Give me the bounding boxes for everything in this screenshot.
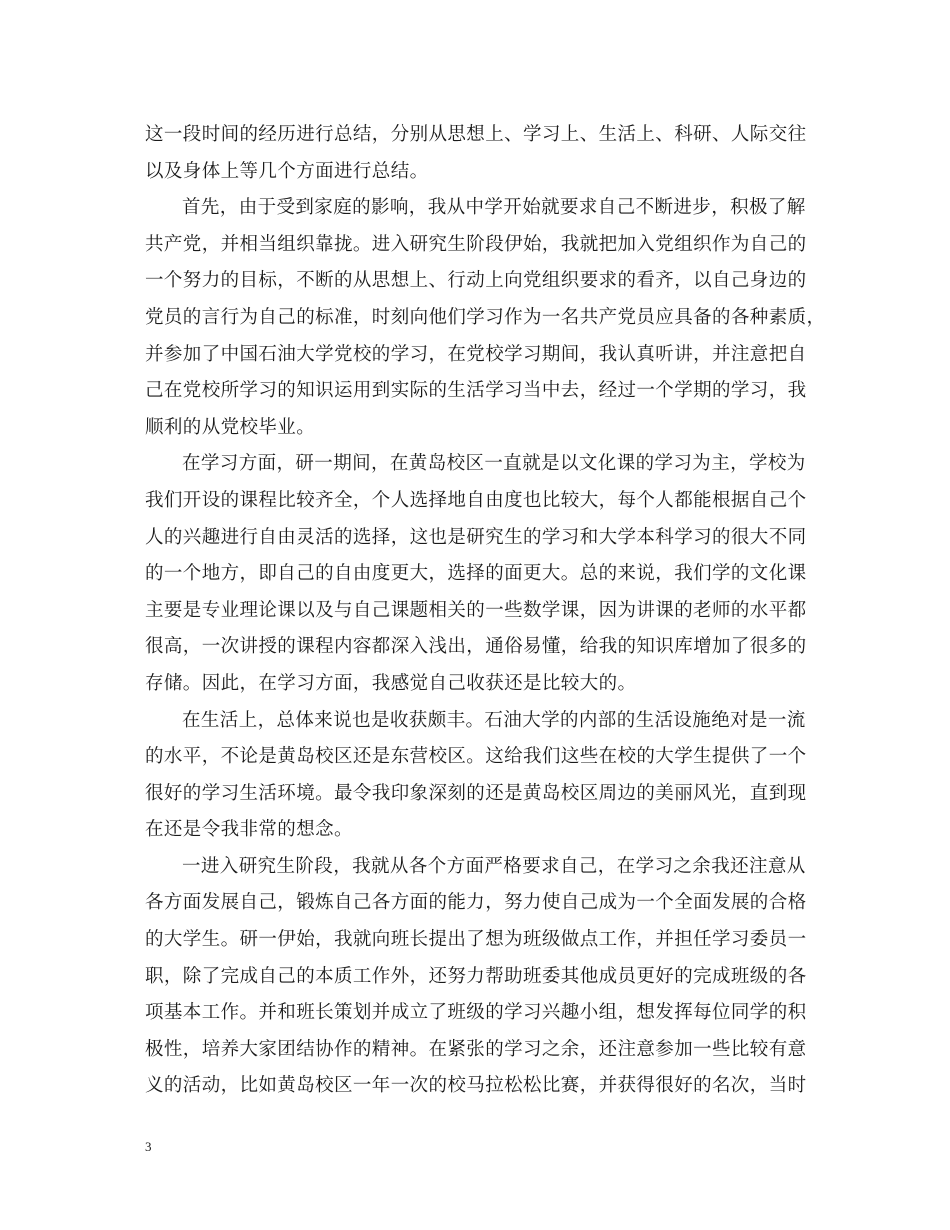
text-line: 我们开设的课程比较齐全，个人选择地自由度也比较大，每个人都能根据自己个 xyxy=(145,489,807,511)
text-line: 的大学生。研一伊始，我就向班长提出了想为班级做点工作，并担任学习委员一 xyxy=(145,929,807,951)
text-line: 一进入研究生阶段，我就从各个方面严格要求自己，在学习之余我还注意从 xyxy=(182,855,806,877)
text-line: 人的兴趣进行自由灵活的选择，这也是研究生的学习和大学本科学习的很大不同 xyxy=(145,526,807,548)
text-line: 这一段时间的经历进行总结，分别从思想上、学习上、生活上、科研、人际交往 xyxy=(145,124,807,145)
document-body xyxy=(145,117,826,1105)
text-line: 党员的言行为自己的标准，时刻向他们学习作为一名共产党员应具备的各种素质， xyxy=(145,306,826,328)
text-line: 极性，培养大家团结协作的精神。在紧张的学习之余，还注意参加一些比较有意 xyxy=(145,1038,807,1060)
paragraph xyxy=(145,117,805,190)
text-line: 一个努力的目标，不断的从思想上、行动上向党组织要求的看齐，以自己身边的 xyxy=(145,270,807,292)
text-line: 共产党，并相当组织靠拢。进入研究生阶段伊始，我就把加入党组织作为自己的 xyxy=(145,233,807,255)
text-line: 己在党校所学习的知识运用到实际的生活学习当中去，经过一个学期的学习，我 xyxy=(145,380,807,402)
text-line: 很高，一次讲授的课程内容都深入浅出，通俗易懂，给我的知识库增加了很多的 xyxy=(145,636,807,658)
text-line: 并参加了中国石油大学党校的学习，在党校学习期间，我认真听讲，并注意把自 xyxy=(145,343,807,365)
paragraph xyxy=(145,190,826,446)
text-line: 顺利的从党校毕业。 xyxy=(145,416,316,438)
text-line: 首先，由于受到家庭的影响，我从中学开始就要求自己不断进步，积极了解 xyxy=(182,197,806,219)
text-line: 项基本工作。并和班长策划并成立了班级的学习兴趣小组，想发挥每位同学的积 xyxy=(145,1002,807,1024)
text-line: 存储。因此，在学习方面，我感觉自己收获还是比较大的。 xyxy=(145,672,637,694)
text-line: 义的活动，比如黄岛校区一年一次的校马拉松松比赛，并获得很好的名次，当时 xyxy=(145,1075,807,1097)
text-line: 各方面发展自己，锻炼自己各方面的能力，努力使自己成为一个全面发展的合格 xyxy=(145,892,807,914)
paragraph xyxy=(145,849,805,1105)
text-line: 主要是专业理论课以及与自己课题相关的一些数学课，因为讲课的老师的水平都 xyxy=(145,599,807,621)
page-number: 3 xyxy=(145,1139,152,1154)
text-line: 的一个地方，即自己的自由度更大，选择的面更大。总的来说，我们学的文化课 xyxy=(145,563,807,585)
text-line: 在生活上，总体来说也是收获颇丰。石油大学的内部的生活设施绝对是一流 xyxy=(182,709,806,731)
paragraph xyxy=(145,446,805,702)
text-line: 职，除了完成自己的本质工作外，还努力帮助班委其他成员更好的完成班级的各 xyxy=(145,965,807,987)
text-line: 的水平，不论是黄岛校区还是东营校区。这给我们这些在校的大学生提供了一个 xyxy=(145,746,807,768)
text-line: 以及身体上等几个方面进行总结。 xyxy=(145,160,429,182)
text-line: 很好的学习生活环境。最令我印象深刻的还是黄岛校区周边的美丽风光，直到现 xyxy=(145,782,807,804)
paragraph xyxy=(145,703,805,849)
text-line: 在学习方面，研一期间，在黄岛校区一直就是以文化课的学习为主，学校为 xyxy=(182,453,806,475)
text-line: 在还是令我非常的想念。 xyxy=(145,819,353,841)
